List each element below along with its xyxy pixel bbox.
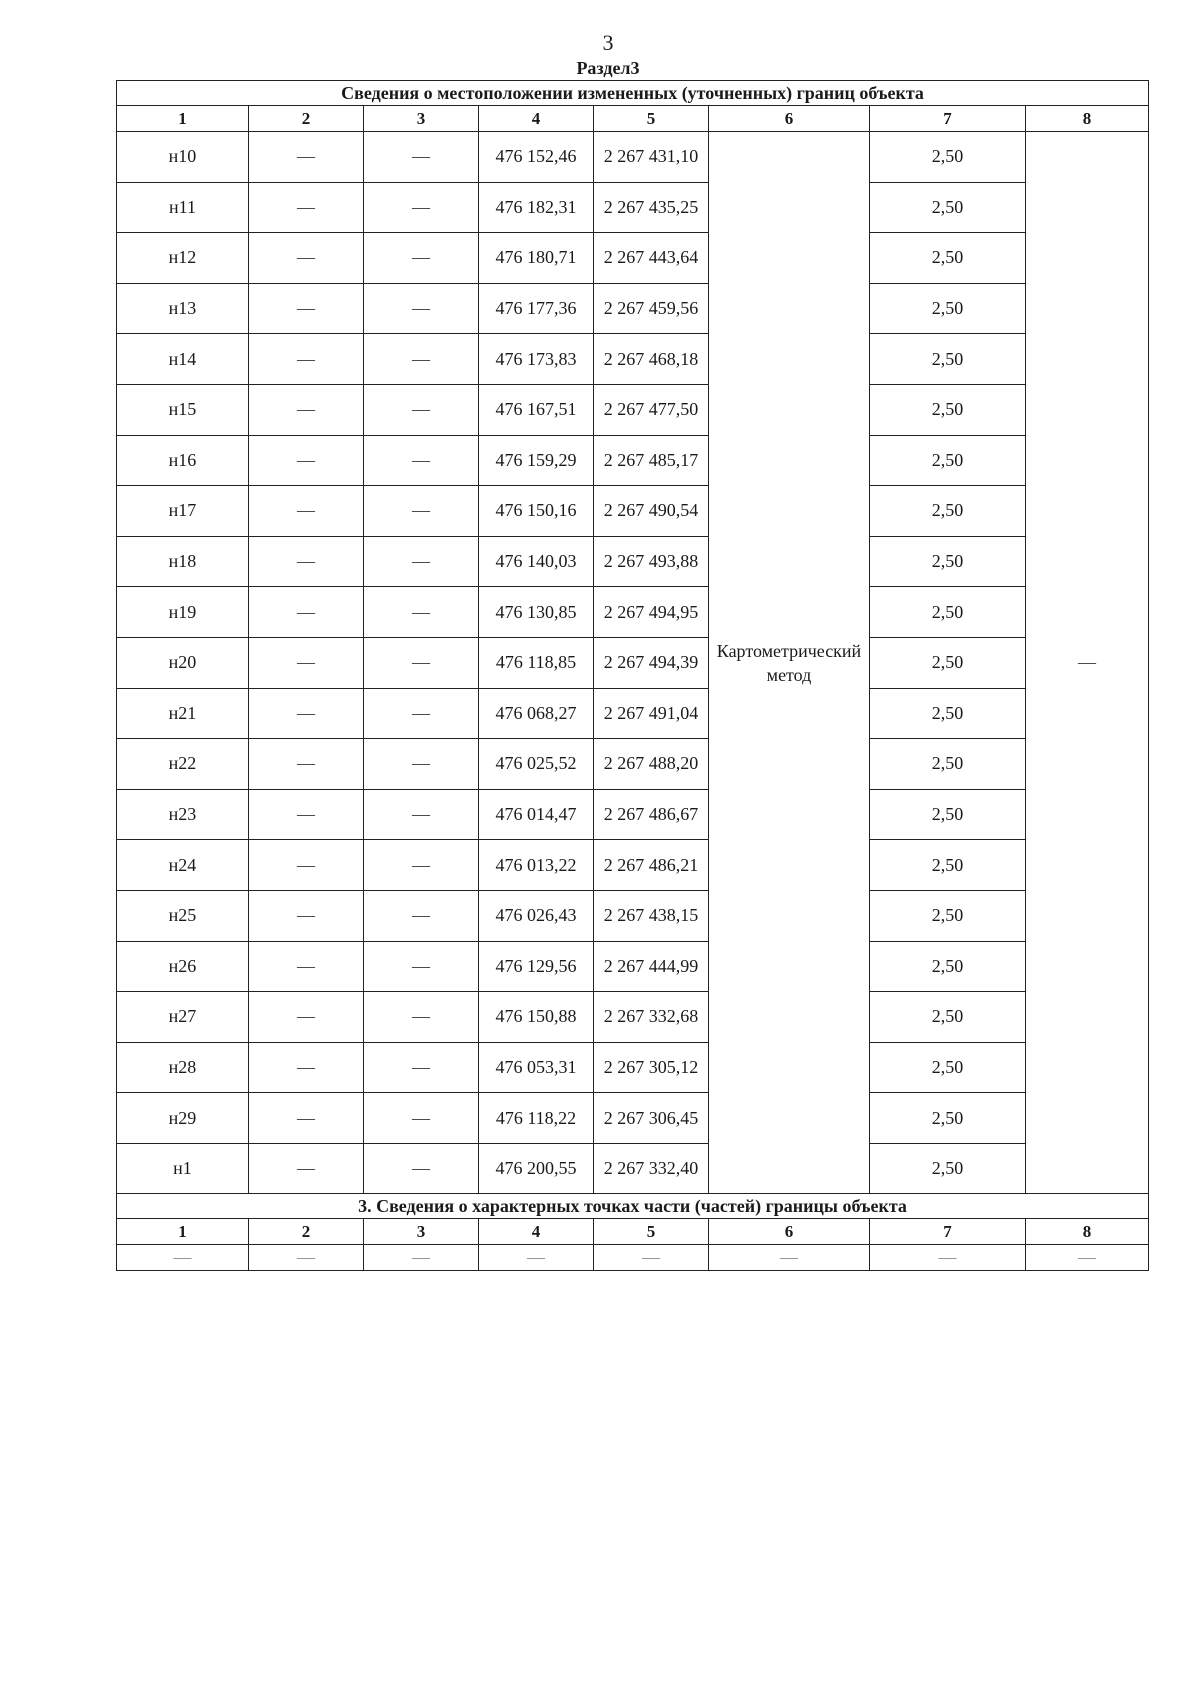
x-coordinate-cell: 476 053,31 bbox=[479, 1042, 594, 1093]
table1-header-row bbox=[117, 106, 1149, 132]
dash-cell: — bbox=[249, 890, 364, 941]
accuracy-cell: 2,50 bbox=[870, 840, 1026, 891]
y-coordinate-cell: 2 267 494,39 bbox=[594, 637, 709, 688]
x-coordinate-cell: 476 140,03 bbox=[479, 536, 594, 587]
y-coordinate-cell: 2 267 491,04 bbox=[594, 688, 709, 739]
y-coordinate-cell: 2 267 435,25 bbox=[594, 182, 709, 233]
y-coordinate-cell: 2 267 477,50 bbox=[594, 384, 709, 435]
x-coordinate-cell: 476 014,47 bbox=[479, 789, 594, 840]
dash-cell: — bbox=[594, 1245, 709, 1271]
dash-cell: — bbox=[249, 992, 364, 1043]
table-row bbox=[117, 1042, 1149, 1093]
table-row bbox=[117, 992, 1149, 1043]
point-name-cell: н23 bbox=[117, 789, 249, 840]
dash-cell: — bbox=[249, 1042, 364, 1093]
dash-cell: — bbox=[249, 384, 364, 435]
accuracy-cell: 2,50 bbox=[870, 1143, 1026, 1194]
accuracy-cell: 2,50 bbox=[870, 688, 1026, 739]
column-header: 2 bbox=[249, 1219, 364, 1245]
y-coordinate-cell: 2 267 468,18 bbox=[594, 334, 709, 385]
table-row bbox=[117, 435, 1149, 486]
table-row bbox=[117, 587, 1149, 638]
dash-cell: — bbox=[364, 587, 479, 638]
y-coordinate-cell: 2 267 486,67 bbox=[594, 789, 709, 840]
page-number: 3 bbox=[602, 30, 614, 55]
y-coordinate-cell: 2 267 306,45 bbox=[594, 1093, 709, 1144]
column-header: 8 bbox=[1026, 106, 1149, 132]
x-coordinate-cell: 476 013,22 bbox=[479, 840, 594, 891]
column-header: 6 bbox=[709, 106, 870, 132]
dash-cell: — bbox=[364, 992, 479, 1043]
y-coordinate-cell: 2 267 305,12 bbox=[594, 1042, 709, 1093]
point-name-cell: н24 bbox=[117, 840, 249, 891]
point-name-cell: н20 bbox=[117, 637, 249, 688]
boundary-table bbox=[116, 80, 1149, 1271]
dash-cell: — bbox=[249, 536, 364, 587]
dash-cell: — bbox=[249, 587, 364, 638]
table-row bbox=[117, 941, 1149, 992]
table-row bbox=[117, 233, 1149, 284]
dash-cell: — bbox=[364, 283, 479, 334]
x-coordinate-cell: 476 026,43 bbox=[479, 890, 594, 941]
y-coordinate-cell: 2 267 493,88 bbox=[594, 536, 709, 587]
x-coordinate-cell: 476 118,22 bbox=[479, 1093, 594, 1144]
x-coordinate-cell: 476 177,36 bbox=[479, 283, 594, 334]
point-name-cell: н11 bbox=[117, 182, 249, 233]
table-row bbox=[117, 486, 1149, 537]
x-coordinate-cell: 476 182,31 bbox=[479, 182, 594, 233]
y-coordinate-cell: 2 267 443,64 bbox=[594, 233, 709, 284]
dash-cell: — bbox=[364, 1093, 479, 1144]
dash-cell: — bbox=[364, 132, 479, 183]
column-header: 1 bbox=[117, 1219, 249, 1245]
dash-cell: — bbox=[249, 840, 364, 891]
accuracy-cell: 2,50 bbox=[870, 435, 1026, 486]
dash-cell: — bbox=[249, 1143, 364, 1194]
column-header: 3 bbox=[364, 106, 479, 132]
accuracy-cell: 2,50 bbox=[870, 739, 1026, 790]
dash-cell: — bbox=[364, 536, 479, 587]
dash-cell: — bbox=[249, 637, 364, 688]
table-row bbox=[117, 536, 1149, 587]
accuracy-cell: 2,50 bbox=[870, 789, 1026, 840]
y-coordinate-cell: 2 267 444,99 bbox=[594, 941, 709, 992]
column-header: 2 bbox=[249, 106, 364, 132]
accuracy-cell: 2,50 bbox=[870, 182, 1026, 233]
table-row bbox=[117, 1143, 1149, 1194]
point-name-cell: н25 bbox=[117, 890, 249, 941]
dash-cell: — bbox=[249, 789, 364, 840]
dash-cell: — bbox=[249, 435, 364, 486]
column-header: 5 bbox=[594, 106, 709, 132]
point-name-cell: н19 bbox=[117, 587, 249, 638]
accuracy-cell: 2,50 bbox=[870, 890, 1026, 941]
dash-cell: — bbox=[364, 1143, 479, 1194]
accuracy-cell: 2,50 bbox=[870, 1042, 1026, 1093]
table-row bbox=[117, 132, 1149, 183]
x-coordinate-cell: 476 130,85 bbox=[479, 587, 594, 638]
point-name-cell: н18 bbox=[117, 536, 249, 587]
column-header: 8 bbox=[1026, 1219, 1149, 1245]
x-coordinate-cell: 476 129,56 bbox=[479, 941, 594, 992]
accuracy-cell: 2,50 bbox=[870, 637, 1026, 688]
x-coordinate-cell: 476 068,27 bbox=[479, 688, 594, 739]
y-coordinate-cell: 2 267 459,56 bbox=[594, 283, 709, 334]
dash-cell: — bbox=[364, 739, 479, 790]
dash-cell: — bbox=[249, 132, 364, 183]
point-name-cell: н29 bbox=[117, 1093, 249, 1144]
dash-cell: — bbox=[1026, 1245, 1149, 1271]
y-coordinate-cell: 2 267 485,17 bbox=[594, 435, 709, 486]
dash-cell: — bbox=[364, 384, 479, 435]
accuracy-cell: 2,50 bbox=[870, 334, 1026, 385]
x-coordinate-cell: 476 200,55 bbox=[479, 1143, 594, 1194]
point-name-cell: н15 bbox=[117, 384, 249, 435]
x-coordinate-cell: 476 167,51 bbox=[479, 384, 594, 435]
point-name-cell: н26 bbox=[117, 941, 249, 992]
y-coordinate-cell: 2 267 431,10 bbox=[594, 132, 709, 183]
y-coordinate-cell: 2 267 488,20 bbox=[594, 739, 709, 790]
dash-cell: — bbox=[364, 789, 479, 840]
dash-cell: — bbox=[249, 182, 364, 233]
accuracy-cell: 2,50 bbox=[870, 384, 1026, 435]
point-name-cell: н13 bbox=[117, 283, 249, 334]
accuracy-cell: 2,50 bbox=[870, 941, 1026, 992]
column-header: 3 bbox=[364, 1219, 479, 1245]
accuracy-cell: 2,50 bbox=[870, 536, 1026, 587]
column8-cell: — bbox=[1026, 132, 1149, 1194]
point-name-cell: н1 bbox=[117, 1143, 249, 1194]
method-cell: Картометрический метод bbox=[709, 132, 870, 1194]
dash-cell: — bbox=[249, 1245, 364, 1271]
point-name-cell: н21 bbox=[117, 688, 249, 739]
dash-cell: — bbox=[249, 334, 364, 385]
point-name-cell: н22 bbox=[117, 739, 249, 790]
table-row bbox=[117, 840, 1149, 891]
y-coordinate-cell: 2 267 332,40 bbox=[594, 1143, 709, 1194]
column-header: 7 bbox=[870, 106, 1026, 132]
dash-cell: — bbox=[709, 1245, 870, 1271]
accuracy-cell: 2,50 bbox=[870, 992, 1026, 1043]
table-row bbox=[117, 637, 1149, 688]
table-row bbox=[117, 384, 1149, 435]
point-name-cell: н14 bbox=[117, 334, 249, 385]
dash-cell: — bbox=[117, 1245, 249, 1271]
table-row bbox=[117, 789, 1149, 840]
table2-caption: 3. Сведения о характерных точках части (частей) границы объекта bbox=[117, 1194, 1149, 1219]
dash-cell: — bbox=[870, 1245, 1026, 1271]
accuracy-cell: 2,50 bbox=[870, 233, 1026, 284]
dash-cell: — bbox=[364, 182, 479, 233]
y-coordinate-cell: 2 267 490,54 bbox=[594, 486, 709, 537]
table-row bbox=[117, 334, 1149, 385]
dash-cell: — bbox=[249, 941, 364, 992]
point-name-cell: н10 bbox=[117, 132, 249, 183]
dash-cell: — bbox=[364, 840, 479, 891]
x-coordinate-cell: 476 152,46 bbox=[479, 132, 594, 183]
table-row bbox=[117, 688, 1149, 739]
column-header: 7 bbox=[870, 1219, 1026, 1245]
x-coordinate-cell: 476 173,83 bbox=[479, 334, 594, 385]
dash-cell: — bbox=[364, 233, 479, 284]
accuracy-cell: 2,50 bbox=[870, 132, 1026, 183]
accuracy-cell: 2,50 bbox=[870, 486, 1026, 537]
table-row bbox=[117, 739, 1149, 790]
dash-cell: — bbox=[364, 890, 479, 941]
x-coordinate-cell: 476 118,85 bbox=[479, 637, 594, 688]
x-coordinate-cell: 476 150,88 bbox=[479, 992, 594, 1043]
x-coordinate-cell: 476 150,16 bbox=[479, 486, 594, 537]
table-row bbox=[117, 890, 1149, 941]
y-coordinate-cell: 2 267 486,21 bbox=[594, 840, 709, 891]
accuracy-cell: 2,50 bbox=[870, 587, 1026, 638]
y-coordinate-cell: 2 267 332,68 bbox=[594, 992, 709, 1043]
table-row bbox=[117, 182, 1149, 233]
dash-cell: — bbox=[249, 283, 364, 334]
point-name-cell: н27 bbox=[117, 992, 249, 1043]
point-name-cell: н17 bbox=[117, 486, 249, 537]
dash-cell: — bbox=[364, 941, 479, 992]
x-coordinate-cell: 476 159,29 bbox=[479, 435, 594, 486]
x-coordinate-cell: 476 180,71 bbox=[479, 233, 594, 284]
column-header: 6 bbox=[709, 1219, 870, 1245]
table-row bbox=[117, 1245, 1149, 1271]
column-header: 5 bbox=[594, 1219, 709, 1245]
dash-cell: — bbox=[249, 233, 364, 284]
dash-cell: — bbox=[364, 637, 479, 688]
point-name-cell: н16 bbox=[117, 435, 249, 486]
dash-cell: — bbox=[364, 1042, 479, 1093]
dash-cell: — bbox=[249, 688, 364, 739]
dash-cell: — bbox=[249, 739, 364, 790]
point-name-cell: н12 bbox=[117, 233, 249, 284]
x-coordinate-cell: 476 025,52 bbox=[479, 739, 594, 790]
dash-cell: — bbox=[364, 1245, 479, 1271]
dash-cell: — bbox=[479, 1245, 594, 1271]
dash-cell: — bbox=[364, 486, 479, 537]
column-header: 4 bbox=[479, 106, 594, 132]
section-title: Раздел3 bbox=[576, 58, 640, 78]
table-row bbox=[117, 283, 1149, 334]
table-row bbox=[117, 1093, 1149, 1144]
dash-cell: — bbox=[364, 688, 479, 739]
accuracy-cell: 2,50 bbox=[870, 1093, 1026, 1144]
dash-cell: — bbox=[249, 1093, 364, 1144]
dash-cell: — bbox=[249, 486, 364, 537]
table2-header-row bbox=[117, 1219, 1149, 1245]
point-name-cell: н28 bbox=[117, 1042, 249, 1093]
y-coordinate-cell: 2 267 438,15 bbox=[594, 890, 709, 941]
column-header: 1 bbox=[117, 106, 249, 132]
table1-caption: Сведения о местоположении измененных (уточненных) границ объекта bbox=[117, 81, 1149, 106]
dash-cell: — bbox=[364, 435, 479, 486]
y-coordinate-cell: 2 267 494,95 bbox=[594, 587, 709, 638]
dash-cell: — bbox=[364, 334, 479, 385]
column-header: 4 bbox=[479, 1219, 594, 1245]
accuracy-cell: 2,50 bbox=[870, 283, 1026, 334]
